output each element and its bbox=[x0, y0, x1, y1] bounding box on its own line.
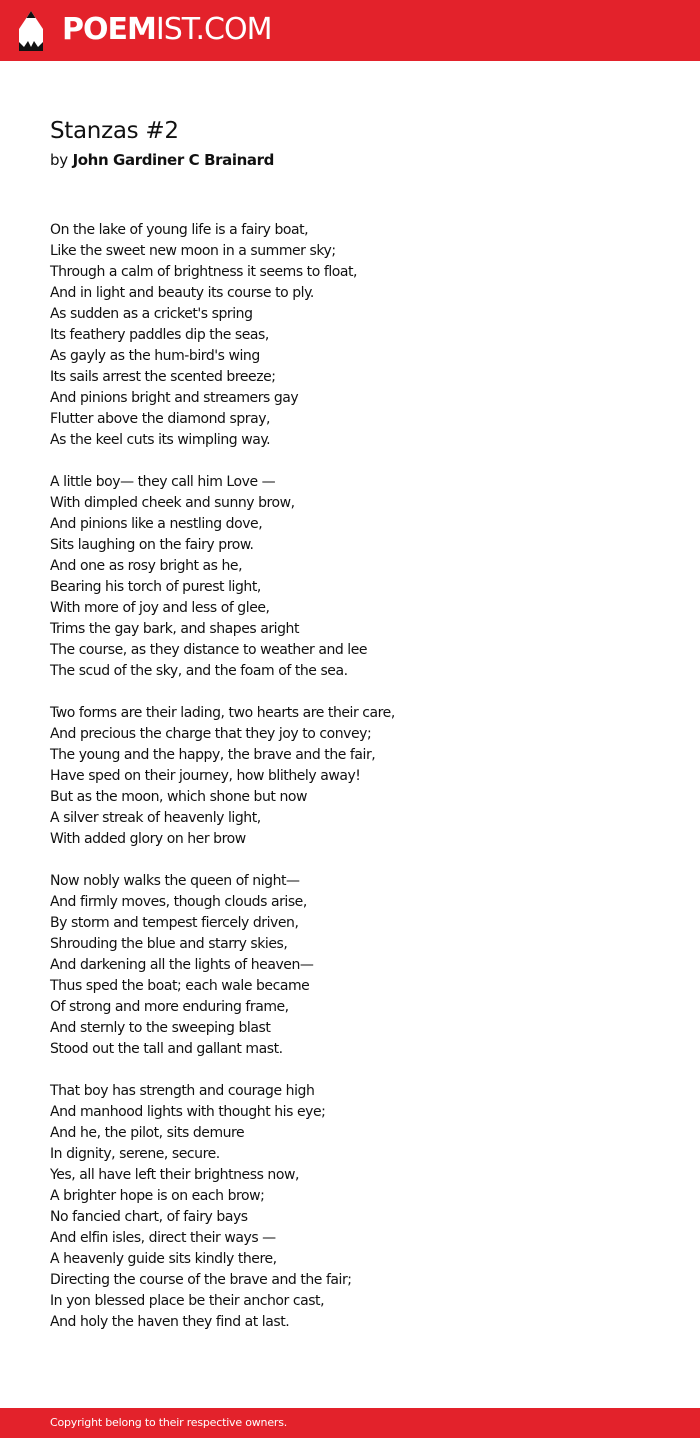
poem-line: The scud of the sky, and the foam of the sea. bbox=[50, 663, 348, 679]
poem-line: And sternly to the sweeping blast bbox=[50, 1020, 271, 1036]
poem-title: Stanzas #2 bbox=[50, 118, 179, 144]
poem-line: And elfin isles, direct their ways — bbox=[50, 1230, 276, 1246]
poem-line: And pinions like a nestling dove, bbox=[50, 516, 263, 532]
poem-line: Like the sweet new moon in a summer sky; bbox=[50, 243, 336, 259]
poem-line: A little boy— they call him Love — bbox=[50, 474, 276, 490]
poem-line: And darkening all the lights of heaven— bbox=[50, 957, 314, 973]
poem-line: No fancied chart, of fairy bays bbox=[50, 1209, 248, 1225]
poem-line: Have sped on their journey, how blithely away! bbox=[50, 768, 361, 784]
poem-line: But as the moon, which shone but now bbox=[50, 789, 307, 805]
poem-line: And in light and beauty its course to ply. bbox=[50, 285, 314, 301]
poem-line: Its feathery paddles dip the seas, bbox=[50, 327, 269, 343]
poem-stanza bbox=[50, 871, 670, 1060]
pencil-tip-icon bbox=[17, 9, 45, 53]
poem-line: Now nobly walks the queen of night— bbox=[50, 873, 300, 889]
poem-line: And pinions bright and streamers gay bbox=[50, 390, 299, 406]
byline-label: by bbox=[50, 151, 68, 169]
poem-stanza bbox=[50, 703, 670, 850]
logo-wordmark-strong: POEM bbox=[62, 12, 156, 47]
poem-line: Its sails arrest the scented breeze; bbox=[50, 369, 276, 385]
poem-author: John Gardiner C Brainard bbox=[72, 151, 274, 169]
poem-line: A heavenly guide sits kindly there, bbox=[50, 1251, 277, 1267]
poem-line: And he, the pilot, sits demure bbox=[50, 1125, 245, 1141]
poem-line: The young and the happy, the brave and the fair, bbox=[50, 747, 376, 763]
site-header bbox=[0, 0, 700, 61]
poem-line: With more of joy and less of glee, bbox=[50, 600, 270, 616]
poem-line: A silver streak of heavenly light, bbox=[50, 810, 261, 826]
poem-line: That boy has strength and courage high bbox=[50, 1083, 315, 1099]
poem-line: A brighter hope is on each brow; bbox=[50, 1188, 265, 1204]
poem-byline bbox=[50, 149, 670, 171]
poem-line: With added glory on her brow bbox=[50, 831, 246, 847]
poem-body bbox=[50, 220, 670, 1333]
poem-line: Of strong and more enduring frame, bbox=[50, 999, 289, 1015]
poem-line: Two forms are their lading, two hearts are their care, bbox=[50, 705, 395, 721]
poem-stanza bbox=[50, 1081, 670, 1333]
poem-line: As the keel cuts its wimpling way. bbox=[50, 432, 271, 448]
poem-line: Bearing his torch of purest light, bbox=[50, 579, 261, 595]
poem-line: With dimpled cheek and sunny brow, bbox=[50, 495, 295, 511]
poem-line: In dignity, serene, secure. bbox=[50, 1146, 220, 1162]
poem-stanza bbox=[50, 220, 670, 451]
poem-line: Directing the course of the brave and the fair; bbox=[50, 1272, 352, 1288]
site-logo-link[interactable] bbox=[62, 11, 271, 49]
site-footer bbox=[0, 1408, 700, 1438]
poem-line: As sudden as a cricket's spring bbox=[50, 306, 253, 322]
poem-line: As gayly as the hum-bird's wing bbox=[50, 348, 260, 364]
poem-line: By storm and tempest fiercely driven, bbox=[50, 915, 299, 931]
poem-line: And one as rosy bright as he, bbox=[50, 558, 243, 574]
poem-line: And holy the haven they find at last. bbox=[50, 1314, 290, 1330]
poem-line: Stood out the tall and gallant mast. bbox=[50, 1041, 283, 1057]
poem-line: Sits laughing on the fairy prow. bbox=[50, 537, 254, 553]
poem-stanza bbox=[50, 472, 670, 682]
poem-line: Shrouding the blue and starry skies, bbox=[50, 936, 288, 952]
poem-line: In yon blessed place be their anchor cast, bbox=[50, 1293, 325, 1309]
poem-line: The course, as they distance to weather and lee bbox=[50, 642, 368, 658]
poem-line: And manhood lights with thought his eye; bbox=[50, 1104, 326, 1120]
poem-line: And precious the charge that they joy to convey; bbox=[50, 726, 372, 742]
poem-line: On the lake of young life is a fairy boat, bbox=[50, 222, 309, 238]
poem-content bbox=[50, 115, 670, 1354]
poem-line: And firmly moves, though clouds arise, bbox=[50, 894, 307, 910]
poem-line: Flutter above the diamond spray, bbox=[50, 411, 271, 427]
poem-line: Through a calm of brightness it seems to float, bbox=[50, 264, 358, 280]
copyright-notice: Copyright belong to their respective owners. bbox=[50, 1416, 288, 1429]
poem-line: Trims the gay bark, and shapes aright bbox=[50, 621, 299, 637]
poem-line: Thus sped the boat; each wale became bbox=[50, 978, 310, 994]
logo-wordmark-light: IST.COM bbox=[155, 12, 272, 47]
poem-line: Yes, all have left their brightness now, bbox=[50, 1167, 299, 1183]
